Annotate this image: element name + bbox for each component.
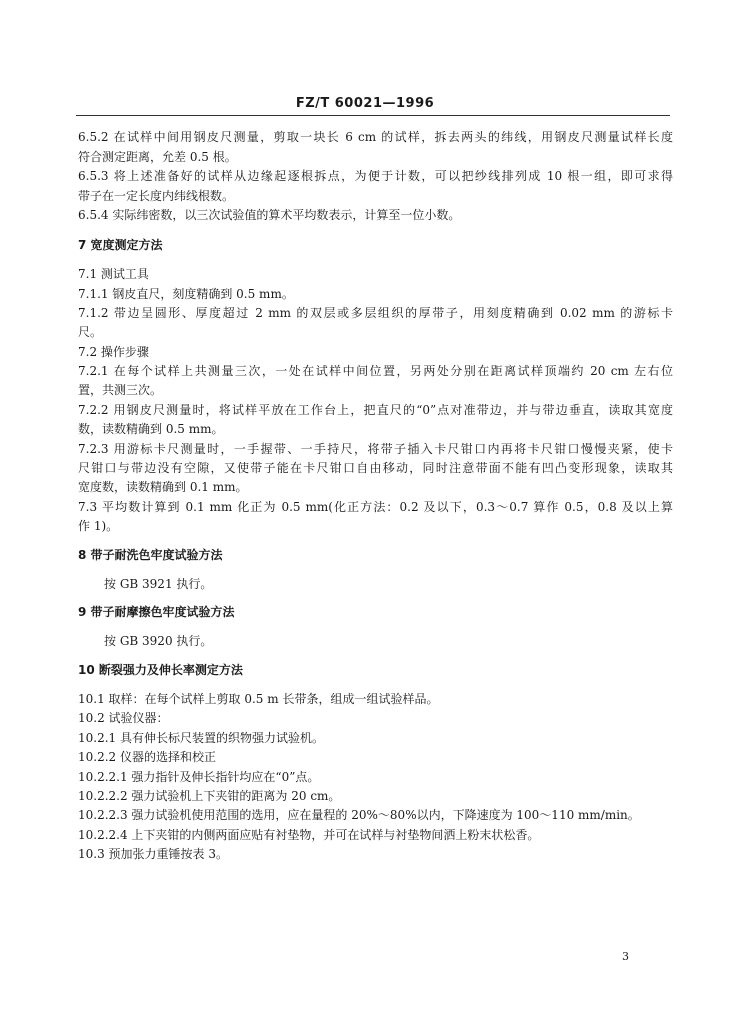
text-line: 符合测定距离，允差 0.5 根。: [78, 150, 237, 164]
text-line: 7.2.3 用游标卡尺测量时，一手握带、一手持尺，将带子插入卡尺钳口内再将卡尺钳口慢慢夹紧，使卡: [78, 442, 673, 456]
header-rule: [76, 115, 670, 116]
text-line: 10.2.2.1 强力指针及伸长指针均应在“0”点。: [78, 770, 320, 784]
text-line: 10.2.2.2 强力试验机上下夹钳的距离为 20 cm。: [78, 789, 341, 803]
text-line: 10.3 预加张力重锤按表 3。: [78, 847, 228, 861]
text-line: 6.5.2 在试样中间用钢皮尺测量，剪取一块长 6 cm 的试样，拆去两头的纬线，用钢皮尺测量试样长度: [78, 130, 673, 144]
text-line: 7.1 测试工具: [78, 267, 149, 281]
text-line: 7.1.1 钢皮直尺，刻度精确到 0.5 mm。: [78, 287, 294, 301]
text-line: 7.2.1 在每个试样上共测量三次，一处在试样中间位置，另两处分别在距离试样顶端约 20 cm 左右位: [78, 364, 673, 378]
section-heading: 8 带子耐洗色牢度试验方法: [78, 548, 223, 562]
text-line: 置，共测三次。: [78, 383, 163, 397]
page-number: 3: [622, 950, 629, 963]
text-line: 数，读数精确到 0.5 mm。: [78, 422, 224, 436]
text-line: 7.1.2 带边呈圆形、厚度超过 2 mm 的双层或多层组织的厚带子，用刻度精确到 0.02 mm 的游标卡: [78, 306, 673, 320]
text-line: 10.1 取样：在每个试样上剪取 0.5 m 长带条，组成一组试验样品。: [78, 692, 439, 706]
section-heading: 9 带子耐摩擦色牢度试验方法: [78, 605, 235, 619]
text-line: 7.2 操作步骤: [78, 345, 149, 359]
text-line: 宽度数，读数精确到 0.1 mm。: [78, 480, 248, 494]
text-line: 按 GB 3921 执行。: [104, 577, 213, 591]
text-line: 6.5.4 实际纬密数，以三次试验值的算术平均数表示，计算至一位小数。: [78, 208, 461, 222]
text-line: 7.2.2 用钢皮尺测量时，将试样平放在工作台上，把直尺的“0”点对准带边，并与带边垂直，读取其宽度: [78, 403, 673, 417]
text-line: 尺。: [78, 325, 103, 339]
text-line: 带子在一定长度内纬线根数。: [78, 189, 235, 203]
text-line: 尺钳口与带边没有空隙，又使带子能在卡尺钳口自由移动，同时注意带面不能有凹凸变形现象，读取其: [78, 461, 673, 475]
text-line: 10.2.2.4 上下夹钳的内侧两面应贴有衬垫物，并可在试样与衬垫物间洒上粉末状松香。: [78, 828, 540, 842]
text-line: 6.5.3 将上述准备好的试样从边缘起逐根拆点，为便于计数，可以把纱线排列成 10 根一组，即可求得: [78, 169, 673, 183]
text-line: 按 GB 3920 执行。: [104, 634, 213, 648]
text-line: 作 1)。: [78, 519, 119, 533]
text-line: 10.2.1 具有伸长标尺装置的织物强力试验机。: [78, 731, 324, 745]
text-line: 10.2.2 仪器的选择和校正: [78, 750, 216, 764]
text-line: 10.2 试验仪器：: [78, 711, 169, 725]
text-line: 10.2.2.3 强力试验机使用范围的选用，应在量程的 20%～80%以内，下降速度为 100～110 mm/min。: [78, 808, 640, 822]
text-line: 7.3 平均数计算到 0.1 mm 化正为 0.5 mm(化正方法：0.2 及以下，0.3～0.7 算作 0.5，0.8 及以上算: [78, 500, 673, 514]
standard-number-header: FZ/T 60021—1996: [295, 96, 435, 111]
section-heading: 10 断裂强力及伸长率测定方法: [78, 663, 243, 677]
section-heading: 7 宽度测定方法: [78, 238, 163, 252]
